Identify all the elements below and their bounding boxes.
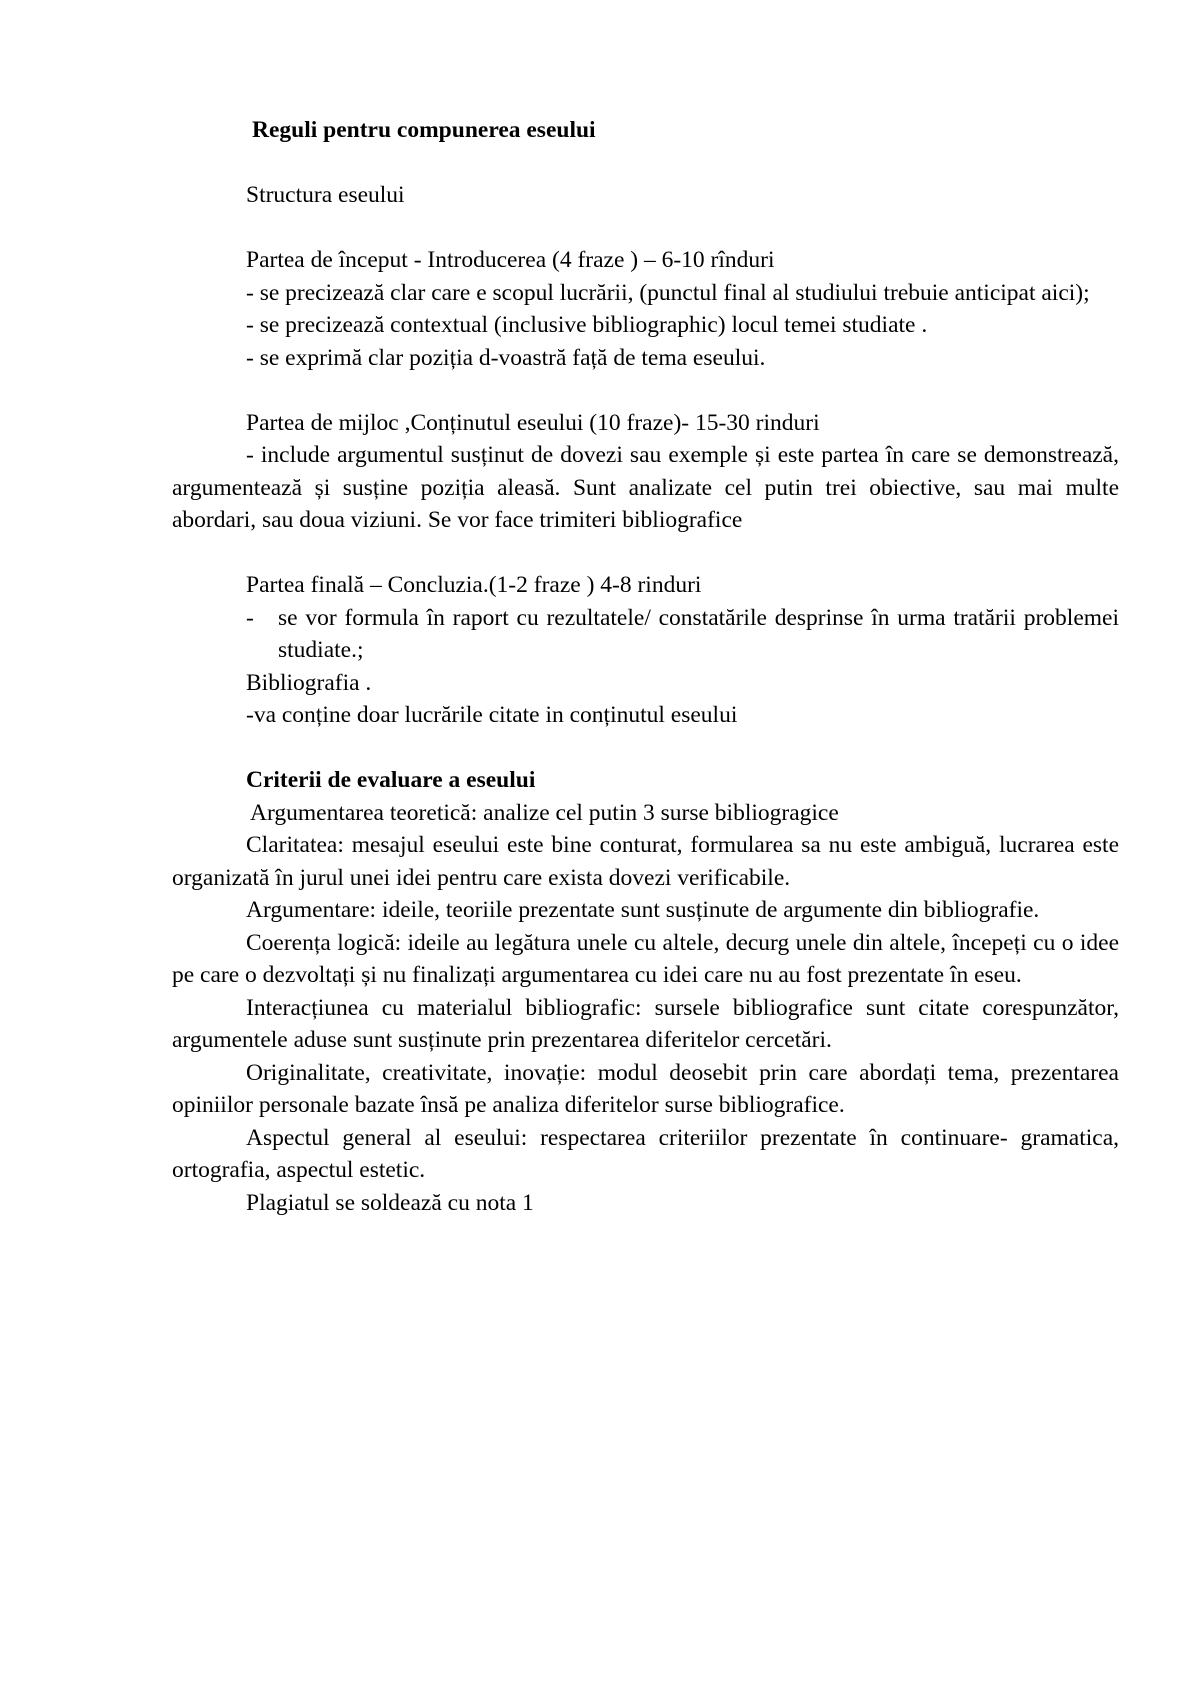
intro-item-scope: - se precizează clar care e scopul lucrării, (punctul final al studiului trebuie anticipat aici); (246, 279, 1090, 306)
spacer (172, 147, 1119, 180)
bibliography-text: -va conține doar lucrările citate in conținutul eseului (246, 702, 738, 728)
criteria-item-argumentation: Argumentare: ideile, teoriile prezentate sunt susținute de argumente din bibliografie. (246, 897, 1040, 923)
criteria-item-clarity: Claritatea: mesajul eseului este bine conturat, formularea sa nu este ambiguă, lucrarea este organizată în jurul unei idei pentru care exista dovezi verificabile. (172, 832, 1119, 891)
final-heading: Partea finală – Concluzia.(1-2 fraze ) 4-8 rinduri (246, 572, 702, 598)
middle-heading: Partea de mijloc ,Conținutul eseului (10 fraze)- 15-30 rinduri (246, 409, 820, 436)
intro-heading: Partea de început - Introducerea (4 fraze ) – 6-10 rînduri (246, 247, 775, 273)
criteria-item-general-aspect: Aspectul general al eseului: respectarea criteriilor prezentate în continuare- gramatica, ortografia, aspectul estetic. (172, 1124, 1119, 1183)
document-page (172, 114, 1119, 1219)
criteria-heading: Criterii de evaluare a eseului (246, 767, 536, 793)
bullet-dash: - (246, 604, 254, 631)
criteria-item-plagiarism: Plagiatul se soldează cu nota 1 (246, 1189, 534, 1216)
criteria-item-theory: Argumentarea teoretică: analize cel putin 3 surse bibliogragice (250, 799, 839, 826)
criteria-item-interaction: Interacțiunea cu materialul bibliografic: sursele bibliografice sunt citate corespunzător, argumentele aduse sunt susținute prin prezentarea diferitelor cercetări. (172, 994, 1119, 1053)
structure-heading: Structura eseului (246, 182, 405, 208)
spacer (172, 212, 1119, 245)
intro-item-position: - se exprimă clar poziția d-voastră față de tema eseului. (246, 344, 766, 371)
spacer (172, 374, 1119, 407)
final-bullet (172, 602, 1119, 667)
spacer (172, 537, 1119, 570)
middle-text: - include argumentul susținut de dovezi sau exemple și este partea în care se demonstrează, argumentează și susține poziția aleasă. Sunt analizate cel putin trei obiective, sau mai multe abordari, sau doua viziuni. Se vor face trimiteri bibliografice (172, 442, 1119, 533)
bibliography-heading: Bibliografia . (246, 669, 372, 696)
final-bullet-text: se vor formula în raport cu rezultatele/ constatările desprinse în urma tratării problemei studiate.; (278, 604, 1119, 663)
spacer (172, 732, 1119, 765)
intro-item-context: - se precizează contextual (inclusive bibliographic) locul temei studiate . (246, 312, 928, 338)
criteria-item-originality: Originalitate, creativitate, inovație: modul deosebit prin care abordați tema, prezentarea opiniilor personale bazate însă pe analiza diferitelor surse bibliografice. (172, 1059, 1119, 1118)
document-title: Reguli pentru compunerea eseului (252, 117, 596, 143)
criteria-item-coherence: Coerența logică: ideile au legătura unele cu altele, decurg unele din altele, începeți cu o idee pe care o dezvoltați și nu finalizați argumentarea cu idei care nu au fost prezentate în eseu. (172, 929, 1119, 988)
